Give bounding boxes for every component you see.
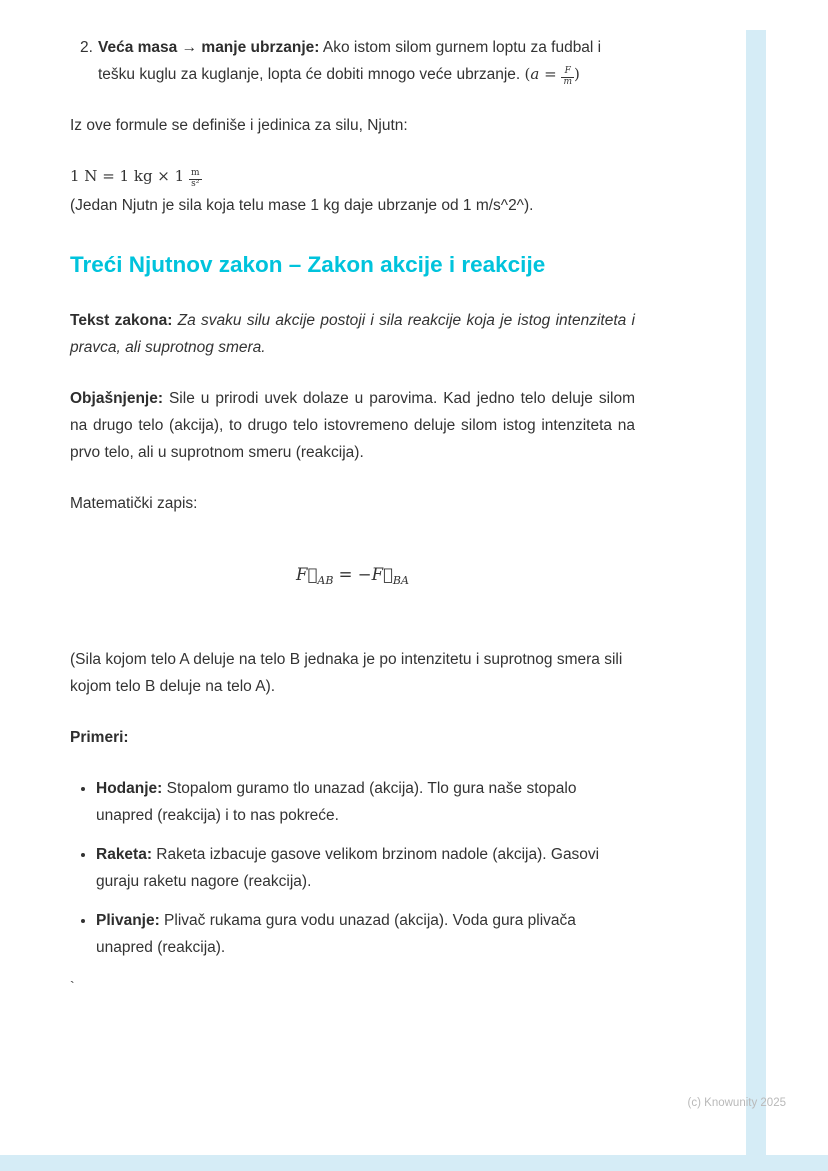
examples-label [70, 724, 635, 751]
footer-copyright: (c) Knowunity 2025 [687, 1097, 786, 1109]
list-item-rocket [96, 841, 635, 895]
formula-variable-a: a [530, 65, 540, 83]
formula-paren-close: ) [573, 65, 580, 83]
example-lead: Hodanje: [96, 780, 163, 797]
list-item-walking [96, 775, 635, 829]
paragraph-law-text [70, 307, 635, 361]
paragraph-unit-intro: Iz ove formule se definiše i jedinica za silu, Njutn: [70, 117, 408, 134]
formula-fraction [561, 67, 574, 88]
right-accent-stripe [746, 30, 766, 1171]
paragraph-math-label: Matematički zapis: [70, 495, 198, 512]
formula-lhs: 1 N = 1 kg × 1 [70, 167, 189, 185]
example-lead: Plivanje: [96, 912, 160, 929]
explanation-text: Sile u prirodi uvek dolaze u parovima. Kad jedno telo deluje silom na drugo telo (akcija), to drugo telo istovremeno deluje silom istog intenziteta na prvo telo, ali u suprotnom smeru (reakcija). [70, 390, 635, 461]
example-text: Plivač rukama gura vodu unazad (akcija). Voda gura plivača unapred (reakcija). [96, 912, 576, 956]
law-statement: Za svaku silu akcije postoji i sila reakcije koja je istog intenziteta i pravca, ali suprotnog smera. [70, 312, 635, 356]
list-number: 2. [80, 39, 93, 56]
example-text: Raketa izbacuje gasove velikom brzinom nadole (akcija). Gasovi guraju raketu nagore (reakcija). [96, 846, 600, 890]
paragraph-unit-note: (Jedan Njutn je sila koja telu mase 1 kg daje ubrzanje od 1 m/s^2^). [70, 197, 534, 214]
fraction-denominator: m [563, 76, 572, 87]
formula-paren-open: ( [524, 65, 531, 83]
inline-formula-a-equals-f-over-m [524, 65, 580, 87]
list-item-lead: Veća masa → manje ubrzanje: [98, 39, 320, 56]
subscript-ba: BA [392, 574, 409, 587]
formula-newton-definition [70, 163, 635, 190]
subscript-ab: AB [317, 574, 334, 587]
unit-fraction [189, 169, 202, 190]
bottom-accent-bar [0, 1155, 828, 1171]
example-lead: Raketa: [96, 846, 152, 863]
numbered-list-item-2 [80, 34, 635, 88]
paragraph-explanation [70, 385, 635, 466]
page-content [70, 34, 635, 1000]
section-heading-third-newton-law: Treći Njutnov zakon – Zakon akcije i reakcije [70, 252, 546, 277]
examples-list [70, 775, 635, 961]
list-item-text: Ako istom silom gurnem loptu za fudbal i tešku kuglu za kuglanje, lopta će dobiti mnogo veće ubrzanje. [98, 39, 602, 83]
list-item-swimming [96, 907, 635, 961]
example-text: Stopalom guramo tlo unazad (akcija). Tlo gura naše stopalo unapred (reakcija) i to nas pokreće. [96, 780, 577, 824]
vector-f-ab: F⃗ [296, 565, 318, 584]
list-item-body [98, 34, 635, 88]
vector-f-ba: F⃗ [371, 565, 393, 584]
stray-backtick-character: ` [70, 978, 75, 994]
formula-equals: = [539, 65, 562, 83]
examples-label-text: Primeri: [70, 729, 129, 746]
unit-fraction-denominator: s² [189, 179, 202, 190]
paragraph-math-note: (Sila kojom telo A deluje na telo B jednaka je po intenzitetu i suprotnog smera sili kojom telo B deluje na telo A). [70, 651, 623, 695]
fraction-numerator: F [564, 66, 571, 77]
display-formula-action-reaction [70, 561, 635, 594]
unit-fraction-numerator: m [190, 168, 200, 179]
equals-minus: = − [333, 565, 372, 584]
explanation-lead-label: Objašnjenje: [70, 390, 164, 407]
law-lead-label: Tekst zakona: [70, 312, 173, 329]
